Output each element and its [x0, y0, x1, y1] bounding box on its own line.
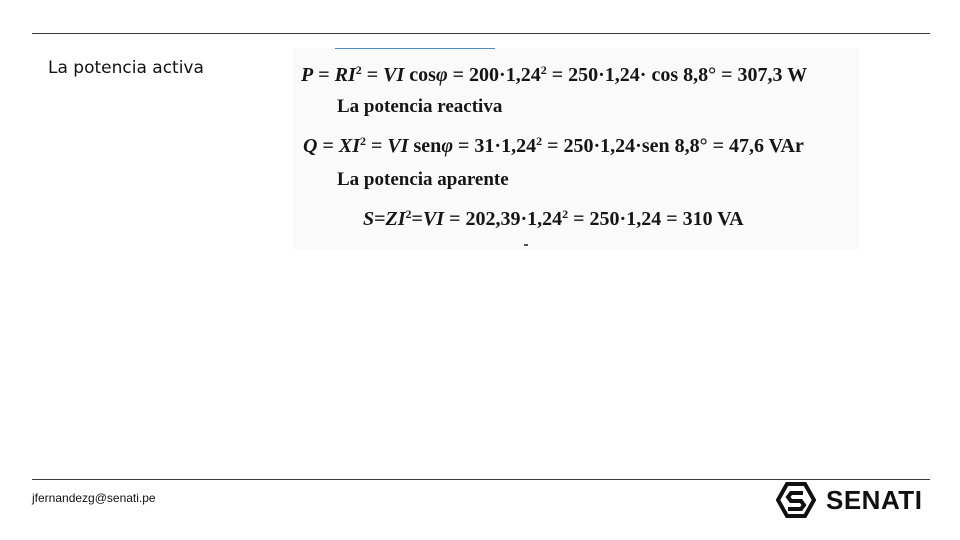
- scan-speck: [524, 244, 528, 246]
- footer-email: jfernandezg@senati.pe: [32, 491, 156, 505]
- senati-emblem-icon: [776, 482, 816, 518]
- senati-logo: [776, 482, 922, 518]
- apparent-power-equation: $S=ZI^2=VI = 202,39\cdot 1,24^2 = 250\cdot 1,24 = 310$ VA: [363, 207, 744, 230]
- active-power-equation: $P = RI^2$ = VI $\cos\varphi = 200\cdot 1,24^2 = 250\cdot 1,24\cdot \cos 8,8^\circ = 307,3$ W: [301, 63, 808, 86]
- reactive-power-equation: $Q = XI^2$ = VI $sen\varphi = 31\cdot 1,24^2 = 250\cdot 1,24\cdot sen$ 8,8° = 47,6 VAr: [303, 134, 804, 157]
- top-rule: [32, 33, 930, 34]
- equation-image: [293, 48, 859, 250]
- accent-line: [335, 48, 495, 49]
- apparent-power-heading: La potencia aparente: [337, 169, 509, 190]
- bottom-rule: [32, 479, 930, 480]
- brand-name: SENATI: [826, 484, 923, 515]
- slide-title: La potencia activa: [48, 58, 204, 78]
- reactive-power-heading: La potencia reactiva: [337, 96, 503, 117]
